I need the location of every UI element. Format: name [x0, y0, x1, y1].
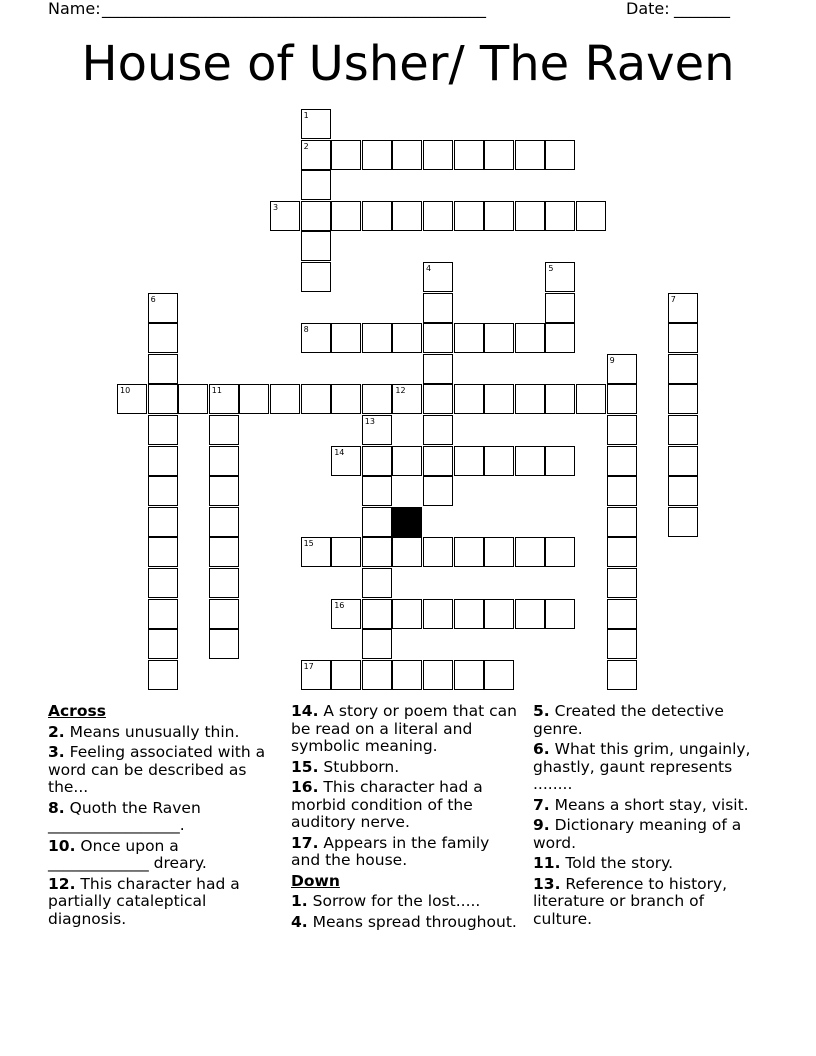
- grid-cell[interactable]: [515, 201, 545, 231]
- grid-cell[interactable]: [362, 384, 392, 414]
- grid-cell[interactable]: [484, 384, 514, 414]
- clues-column-1: [48, 703, 278, 931]
- grid-cell[interactable]: [515, 323, 545, 353]
- name-field[interactable]: ________________________________________________: [102, 0, 486, 18]
- grid-cell[interactable]: [301, 660, 331, 690]
- grid-cell[interactable]: [209, 537, 239, 567]
- clue-across-2: 2. Means unusually thin.: [48, 722, 240, 741]
- grid-cell[interactable]: [331, 201, 361, 231]
- grid-cell[interactable]: [423, 323, 453, 353]
- grid-cell[interactable]: [454, 537, 484, 567]
- clue-down-6: 6. What this grim, ungainly, ghastly, gaunt represents ........: [533, 740, 751, 793]
- grid-cell[interactable]: [331, 599, 361, 629]
- grid-cell[interactable]: [607, 629, 637, 659]
- cell-number: 2: [303, 141, 309, 151]
- clue-across-14: 14. A story or poem that can be read on a literal and symbolic meaning.: [291, 702, 517, 755]
- grid-cell[interactable]: [423, 537, 453, 567]
- grid-cell[interactable]: [484, 537, 514, 567]
- grid-cell[interactable]: [178, 384, 208, 414]
- grid-cell[interactable]: [515, 537, 545, 567]
- grid-cell[interactable]: [148, 660, 178, 690]
- grid-cell[interactable]: [607, 415, 637, 445]
- grid-cell[interactable]: [423, 476, 453, 506]
- grid-cell[interactable]: [423, 446, 453, 476]
- grid-cell[interactable]: [362, 537, 392, 567]
- grid-cell[interactable]: [545, 262, 575, 292]
- grid-cell[interactable]: [392, 446, 422, 476]
- cell-number: 3: [273, 202, 279, 212]
- cell-number: 12: [395, 386, 406, 396]
- grid-cell[interactable]: [301, 323, 331, 353]
- date-field[interactable]: _______: [674, 0, 730, 18]
- grid-cell[interactable]: [454, 140, 484, 170]
- grid-cell[interactable]: [545, 384, 575, 414]
- grid-cell[interactable]: [423, 384, 453, 414]
- grid-cell[interactable]: [668, 415, 698, 445]
- grid-cell[interactable]: [484, 599, 514, 629]
- grid-cell[interactable]: [392, 599, 422, 629]
- grid-cell[interactable]: [362, 140, 392, 170]
- grid-cell[interactable]: [301, 201, 331, 231]
- grid-cell[interactable]: [362, 415, 392, 445]
- grid-cell[interactable]: [668, 476, 698, 506]
- grid-cell[interactable]: [576, 384, 606, 414]
- grid-cell[interactable]: [362, 323, 392, 353]
- grid-cell[interactable]: [362, 599, 392, 629]
- grid-cell[interactable]: [454, 201, 484, 231]
- cell-number: 13: [364, 417, 375, 426]
- clue-across-12: 12. This character had a partially cataleptical diagnosis.: [48, 874, 240, 928]
- grid-cell[interactable]: [668, 507, 698, 537]
- grid-cell[interactable]: [392, 384, 422, 414]
- grid-cell[interactable]: [239, 384, 269, 414]
- clue-down-13: 13. Reference to history, literature or branch of culture.: [533, 874, 728, 928]
- grid-cell[interactable]: [668, 354, 698, 384]
- clue-across-8: 8. Quoth the Raven _________________.: [48, 798, 201, 834]
- grid-cell[interactable]: [545, 446, 575, 476]
- grid-cell[interactable]: [209, 629, 239, 659]
- grid-cell[interactable]: [362, 507, 392, 537]
- cell-number: 15: [303, 539, 314, 549]
- grid-cell[interactable]: [148, 629, 178, 659]
- grid-cell[interactable]: [148, 384, 178, 414]
- grid-cell[interactable]: [545, 599, 575, 629]
- page-title: House of Usher/ The Raven: [81, 36, 735, 92]
- grid-cell[interactable]: [301, 384, 331, 414]
- clues-column-3: [533, 703, 763, 931]
- grid-cell[interactable]: [331, 660, 361, 690]
- grid-cell[interactable]: [331, 537, 361, 567]
- grid-cell[interactable]: [148, 476, 178, 506]
- clue-down-5: 5. Created the detective genre.: [533, 702, 724, 738]
- grid-cell[interactable]: [515, 446, 545, 476]
- grid-cell[interactable]: [301, 537, 331, 567]
- grid-cell[interactable]: [607, 599, 637, 629]
- grid-cell[interactable]: [301, 109, 331, 139]
- grid-cell[interactable]: [484, 140, 514, 170]
- grid-cell[interactable]: [545, 293, 575, 323]
- grid-cell[interactable]: [392, 323, 422, 353]
- grid-cell[interactable]: [545, 323, 575, 353]
- grid-cell[interactable]: [148, 537, 178, 567]
- grid-cell[interactable]: [148, 415, 178, 445]
- grid-cell[interactable]: [209, 476, 239, 506]
- clue-across-17: 17. Appears in the family and the house.: [291, 833, 490, 869]
- cell-number: 14: [334, 447, 345, 457]
- grid-cell[interactable]: [545, 537, 575, 567]
- clue-down-9: 9. Dictionary meaning of a word.: [533, 816, 742, 852]
- grid-cell[interactable]: [270, 201, 300, 231]
- across-heading: Across: [48, 702, 106, 720]
- grid-cell[interactable]: [392, 537, 422, 567]
- grid-cell[interactable]: [576, 201, 606, 231]
- cell-number: 17: [303, 661, 314, 671]
- grid-cell[interactable]: [392, 140, 422, 170]
- grid-cell[interactable]: [270, 384, 300, 414]
- grid-cell[interactable]: [607, 568, 637, 598]
- cell-number: 1: [303, 111, 309, 120]
- cell-number: 10: [120, 386, 131, 396]
- clue-down-4: 4. Means spread throughout.: [291, 912, 517, 931]
- down-heading: Down: [291, 871, 340, 890]
- cell-number: 16: [334, 600, 345, 610]
- cell-number: 8: [303, 325, 309, 335]
- cell-number: 6: [150, 294, 156, 304]
- cell-number: 4: [426, 264, 432, 273]
- grid-cell[interactable]: [423, 140, 453, 170]
- grid-cell[interactable]: [148, 446, 178, 476]
- grid-cell[interactable]: [607, 446, 637, 476]
- grid-cell[interactable]: [454, 446, 484, 476]
- grid-cell[interactable]: [301, 140, 331, 170]
- grid-cell[interactable]: [423, 201, 453, 231]
- grid-cell[interactable]: [423, 262, 453, 292]
- grid-cell[interactable]: [148, 354, 178, 384]
- grid-cell[interactable]: [148, 568, 178, 598]
- grid-cell[interactable]: [301, 170, 331, 200]
- grid-cell[interactable]: [668, 293, 698, 323]
- grid-cell[interactable]: [362, 568, 392, 598]
- grid-cell[interactable]: [484, 201, 514, 231]
- grid-cell[interactable]: [362, 629, 392, 659]
- cell-number: 9: [609, 355, 615, 365]
- grid-cell[interactable]: [423, 293, 453, 323]
- grid-cell[interactable]: [148, 293, 178, 323]
- grid-cell[interactable]: [148, 323, 178, 353]
- grid-cell[interactable]: [117, 384, 147, 414]
- grid-cell[interactable]: [515, 140, 545, 170]
- grid-cell[interactable]: [545, 140, 575, 170]
- grid-cell[interactable]: [209, 568, 239, 598]
- grid-cell[interactable]: [454, 599, 484, 629]
- grid-cell[interactable]: [392, 201, 422, 231]
- grid-cell[interactable]: [148, 599, 178, 629]
- cell-number: 11: [211, 386, 222, 396]
- grid-cell[interactable]: [362, 446, 392, 476]
- clue-across-16: 16. This character had a morbid condition of the auditory nerve.: [291, 778, 483, 831]
- grid-cell[interactable]: [301, 262, 331, 292]
- grid-cell[interactable]: [331, 384, 361, 414]
- grid-cell[interactable]: [423, 354, 453, 384]
- clue-across-3: 3. Feeling associated with a word can be described as the...: [48, 743, 266, 796]
- grid-cell[interactable]: [209, 507, 239, 537]
- clue-across-15: 15. Stubborn.: [291, 757, 400, 776]
- grid-cell[interactable]: [607, 384, 637, 414]
- clue-down-7: 7. Means a short stay, visit.: [533, 795, 749, 814]
- grid-cell[interactable]: [209, 415, 239, 445]
- grid-cell[interactable]: [607, 537, 637, 567]
- grid-cell[interactable]: [392, 660, 422, 690]
- grid-cell[interactable]: [515, 599, 545, 629]
- clue-down-1: 1. Sorrow for the lost.....: [291, 892, 481, 910]
- grid-cell[interactable]: [484, 446, 514, 476]
- clue-down-11: 11. Told the story.: [533, 854, 674, 872]
- date-label: Date:: [626, 0, 670, 18]
- grid-cell[interactable]: [209, 384, 239, 414]
- grid-cell[interactable]: [209, 446, 239, 476]
- black-cell: [392, 507, 422, 537]
- grid-cell[interactable]: [668, 323, 698, 353]
- grid-cell[interactable]: [607, 354, 637, 384]
- grid-cell[interactable]: [515, 384, 545, 414]
- grid-cell[interactable]: [362, 660, 392, 690]
- grid-cell[interactable]: [668, 446, 698, 476]
- grid-cell[interactable]: [454, 660, 484, 690]
- grid-cell[interactable]: [484, 660, 514, 690]
- grid-cell[interactable]: [301, 231, 331, 261]
- grid-cell[interactable]: [423, 660, 453, 690]
- grid-cell[interactable]: [423, 599, 453, 629]
- clues-column-2: [291, 703, 521, 934]
- cell-number: 5: [548, 264, 554, 273]
- grid-cell[interactable]: [484, 323, 514, 353]
- name-label: Name:: [48, 0, 101, 18]
- grid-cell[interactable]: [209, 599, 239, 629]
- grid-cell[interactable]: [423, 415, 453, 445]
- grid-cell[interactable]: [545, 201, 575, 231]
- cell-number: 7: [670, 294, 676, 304]
- clue-across-10: 10. Once upon a _____________ dreary.: [48, 836, 207, 872]
- grid-cell[interactable]: [331, 323, 361, 353]
- grid-cell[interactable]: [607, 476, 637, 506]
- grid-cell[interactable]: [607, 660, 637, 690]
- grid-cell[interactable]: [148, 507, 178, 537]
- grid-cell[interactable]: [668, 384, 698, 414]
- grid-cell[interactable]: [454, 323, 484, 353]
- grid-cell[interactable]: [331, 140, 361, 170]
- grid-cell[interactable]: [362, 476, 392, 506]
- grid-cell[interactable]: [331, 446, 361, 476]
- grid-cell[interactable]: [454, 384, 484, 414]
- grid-cell[interactable]: [362, 201, 392, 231]
- grid-cell[interactable]: [607, 507, 637, 537]
